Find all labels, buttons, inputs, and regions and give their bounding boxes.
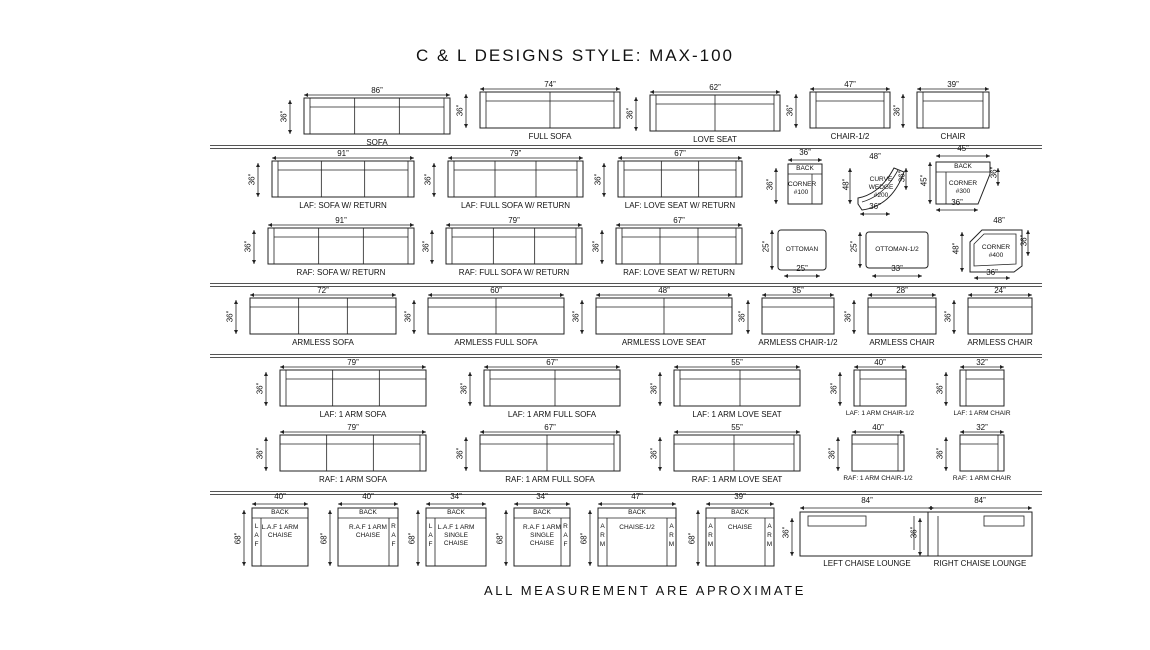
width-dimension: 74” xyxy=(544,80,556,89)
arm-side-label xyxy=(426,522,435,549)
back-label xyxy=(338,509,398,517)
arm-letter: M xyxy=(668,541,675,549)
piece-inner-text xyxy=(523,524,561,547)
width-dimension: 32” xyxy=(976,423,988,432)
depth-dimension: 68” xyxy=(495,532,505,545)
width-dimension: 67” xyxy=(546,358,558,367)
sofa-piece-drawing xyxy=(574,286,740,358)
arm-letter: M xyxy=(766,541,773,549)
curve-wedge-piece xyxy=(840,154,912,216)
back-label xyxy=(426,509,486,517)
arm-side-label xyxy=(598,522,607,549)
width-dimension: 84” xyxy=(974,496,986,505)
piece-inner-text xyxy=(866,246,928,254)
arm-letter: R xyxy=(600,532,605,540)
width-dimension: 67” xyxy=(673,216,685,225)
width-dimension: 91” xyxy=(335,216,347,225)
inner-line: CHAISE xyxy=(443,539,469,547)
depth-dimension: 36” xyxy=(225,310,235,323)
arm-side-label xyxy=(765,522,774,549)
arm-letter: M xyxy=(599,541,606,549)
piece-name-label: LAF: LOVE SEAT W/ RETURN xyxy=(624,201,736,210)
inner-line: CURVE xyxy=(869,176,893,183)
arm-letter: R xyxy=(391,523,396,530)
inner-line: L.A.F 1 ARM xyxy=(437,524,475,531)
sofa-piece-drawing xyxy=(596,149,750,221)
depth-dimension: 36” xyxy=(625,107,635,120)
piece-name-label: LAF: 1 ARM CHAIR-1/2 xyxy=(845,410,915,417)
arm-letter: A xyxy=(254,532,259,540)
sofa-piece-drawing xyxy=(426,149,591,221)
sofa-piece-drawing xyxy=(424,216,590,288)
sofa-piece-drawing xyxy=(458,80,628,152)
sofa-piece-drawing xyxy=(938,423,1012,495)
width-dimension: 48” xyxy=(658,286,670,295)
width-dimension: 67” xyxy=(544,423,556,432)
depth-dimension: 36” xyxy=(649,447,659,460)
width-dimension: 79” xyxy=(347,423,359,432)
sofa-piece xyxy=(459,358,628,430)
inner-line: CHAISE xyxy=(727,524,753,531)
piece-name-label: ARMLESS CHAIR xyxy=(967,338,1033,347)
width-dimension: 34” xyxy=(536,492,548,501)
depth-dimension: 36” xyxy=(255,382,265,395)
corner-400-piece xyxy=(951,216,1036,280)
piece-inner-text xyxy=(788,181,817,197)
arm-letter: A xyxy=(563,532,568,540)
inner-line: CHAISE xyxy=(355,531,381,539)
arm-side-label xyxy=(252,522,261,549)
ottoman-half-piece-drawing xyxy=(852,226,932,282)
arm-side-label xyxy=(706,522,715,549)
piece-name-label: LAF: FULL SOFA W/ RETURN xyxy=(460,201,571,210)
arm-side-label xyxy=(389,522,398,549)
sofa-piece xyxy=(625,83,788,155)
depth-dimension: 36” xyxy=(892,104,902,117)
inner-line: #400 xyxy=(988,251,1004,259)
arm-letter: A xyxy=(600,523,605,530)
inner-line: OTTOMAN xyxy=(785,246,819,253)
inner-line: BACK xyxy=(447,509,465,516)
sofa-piece xyxy=(935,358,1012,430)
sofa-piece-drawing xyxy=(228,286,404,358)
sofa-piece xyxy=(423,149,591,221)
piece-name-label: ARMLESS CHAIR xyxy=(869,338,935,347)
sofa-piece xyxy=(225,286,404,358)
sofa-piece xyxy=(649,423,808,495)
depth-dimension: 36” xyxy=(989,166,999,179)
depth-dimension: 36” xyxy=(827,447,837,460)
depth-dimension: 68” xyxy=(687,532,697,545)
back-label xyxy=(598,509,676,517)
depth-dimension: 36” xyxy=(829,382,839,395)
width-dimension: 79” xyxy=(347,358,359,367)
sofa-piece xyxy=(247,149,422,221)
chaise-lounge-piece xyxy=(909,496,1040,572)
depth-dimension: 48” xyxy=(951,242,961,255)
sofa-piece xyxy=(737,286,842,358)
depth-dimension: 36” xyxy=(593,173,603,186)
sofa-piece xyxy=(455,423,628,495)
piece-name-label: RAF: FULL SOFA W/ RETURN xyxy=(458,268,570,277)
sofa-piece-drawing xyxy=(258,423,434,495)
arm-letter: A xyxy=(428,532,433,540)
piece-inner-text xyxy=(347,524,389,540)
depth-dimension: 68” xyxy=(579,532,589,545)
depth-dimension: 36” xyxy=(421,240,431,253)
inner-line: CORNER xyxy=(981,244,1011,251)
width-dimension: 79” xyxy=(509,149,522,158)
depth-dimension: 36” xyxy=(781,526,791,539)
piece-name-label: RAF: 1 ARM LOVE SEAT xyxy=(691,475,783,484)
piece-inner-text xyxy=(261,524,299,540)
back-label xyxy=(936,163,990,171)
back-label xyxy=(252,509,308,517)
piece-name-label: RAF: 1 ARM SOFA xyxy=(318,475,387,484)
inner-line: CHAISE xyxy=(267,531,293,539)
corner-100-piece xyxy=(765,148,830,212)
arm-letter: A xyxy=(767,523,772,530)
sofa-piece-drawing xyxy=(846,286,944,358)
piece-name-label: ARMLESS SOFA xyxy=(292,338,354,347)
width-dimension: 36” xyxy=(986,268,998,277)
piece-name-label: SOFA xyxy=(366,138,388,147)
piece-name-label: RAF: 1 ARM CHAIR-1/2 xyxy=(843,475,913,482)
piece-name-label: RAF: LOVE SEAT W/ RETURN xyxy=(623,268,735,277)
inner-line: R.A.F 1 ARM xyxy=(523,524,561,531)
sofa-piece-drawing xyxy=(246,216,422,288)
piece-inner-text xyxy=(976,244,1016,260)
depth-dimension: 36” xyxy=(455,104,465,117)
sofa-piece-drawing xyxy=(462,358,628,430)
sofa-piece xyxy=(255,423,434,495)
sofa-piece xyxy=(649,358,808,430)
width-dimension: 24” xyxy=(994,286,1006,295)
sofa-piece-drawing xyxy=(832,358,914,430)
sofa-piece-drawing xyxy=(628,83,788,155)
arm-side-label xyxy=(561,522,570,549)
width-dimension: 34” xyxy=(450,492,462,501)
sofa-piece xyxy=(892,80,997,152)
sofa-piece xyxy=(243,216,422,288)
depth-dimension: 36” xyxy=(423,173,433,186)
depth-dimension: 25” xyxy=(849,240,859,253)
sofa-piece-drawing xyxy=(740,286,842,358)
width-dimension: 67” xyxy=(674,149,686,158)
inner-line: #200 xyxy=(873,191,889,199)
inner-line: BACK xyxy=(271,509,289,516)
piece-name-label: CHAIR xyxy=(940,132,966,141)
width-dimension: 55” xyxy=(731,423,743,432)
depth-dimension: 36” xyxy=(571,310,581,323)
piece-name-label: CHAIR-1/2 xyxy=(830,132,870,141)
arm-letter: R xyxy=(669,532,674,540)
depth-dimension: 68” xyxy=(407,532,417,545)
arm-letter: R xyxy=(767,532,772,540)
depth-dimension: 36” xyxy=(247,173,257,186)
arm-letter: A xyxy=(669,523,674,530)
sofa-piece-drawing xyxy=(282,86,458,158)
inner-line: #100 xyxy=(793,188,809,196)
width-dimension: 36” xyxy=(799,148,811,157)
piece-inner-text xyxy=(778,246,826,254)
width-dimension: 86” xyxy=(371,86,383,95)
inner-line: CORNER xyxy=(788,181,817,188)
depth-dimension: 36” xyxy=(737,310,747,323)
page-title: C & L DESIGNS STYLE: MAX-100 xyxy=(415,46,734,65)
piece-name-label: FULL SOFA xyxy=(528,132,572,141)
width-dimension: 84” xyxy=(861,496,873,505)
width-dimension: 91” xyxy=(337,149,349,158)
width-dimension: 48” xyxy=(993,216,1005,225)
sofa-piece-drawing xyxy=(594,216,750,288)
width-dimension: 60” xyxy=(490,286,502,295)
arm-letter: L xyxy=(254,523,259,530)
sofa-piece-drawing xyxy=(652,423,808,495)
depth-dimension: 36” xyxy=(1019,234,1029,247)
depth-dimension: 36” xyxy=(909,526,919,539)
piece-inner-text xyxy=(866,176,896,199)
depth-dimension: 36” xyxy=(897,170,907,183)
inner-line: BACK xyxy=(954,163,972,170)
width-dimension: 32” xyxy=(976,358,988,367)
depth-dimension: 36” xyxy=(935,447,945,460)
depth-dimension: 36” xyxy=(843,310,853,323)
width-dimension: 35” xyxy=(792,286,804,295)
width-dimension: 25” xyxy=(796,264,808,273)
sofa-piece xyxy=(943,286,1040,358)
piece-inner-text xyxy=(607,524,667,532)
piece-name-label: LEFT CHAISE LOUNGE xyxy=(823,559,911,568)
sofa-piece-drawing xyxy=(458,423,628,495)
depth-dimension: 36” xyxy=(765,178,775,191)
inner-line: BACK xyxy=(628,509,646,516)
sofa-piece xyxy=(279,86,458,158)
inner-line: SINGLE xyxy=(530,531,554,539)
piece-name-label: RAF: 1 ARM CHAIR xyxy=(952,475,1012,482)
inner-line: BACK xyxy=(359,509,377,516)
chaise-piece xyxy=(579,492,686,572)
inner-line: CHAISE xyxy=(529,539,555,547)
width-dimension: 79” xyxy=(508,216,520,225)
sofa-piece xyxy=(255,358,434,430)
piece-name-label: RAF: SOFA W/ RETURN xyxy=(296,268,386,277)
inner-line: CHAISE-1/2 xyxy=(619,524,655,531)
chaise-piece xyxy=(687,492,784,572)
piece-inner-text xyxy=(715,524,765,532)
sofa-piece-drawing xyxy=(788,80,898,152)
depth-dimension: 36” xyxy=(943,310,953,323)
ottoman-piece xyxy=(761,224,832,280)
width-dimension: 72” xyxy=(317,286,329,295)
width-dimension: 40” xyxy=(874,358,886,367)
depth-dimension: 25” xyxy=(761,240,771,253)
sofa-piece xyxy=(591,216,750,288)
piece-name-label: ARMLESS CHAIR-1/2 xyxy=(758,338,838,347)
ottoman-half-piece xyxy=(849,226,932,282)
arm-letter: R xyxy=(563,523,568,530)
sofa-piece-drawing xyxy=(938,358,1012,430)
piece-name-label: LAF: 1 ARM FULL SOFA xyxy=(507,410,597,419)
footer-note: ALL MEASUREMENT ARE APROXIMATE xyxy=(484,583,806,598)
width-dimension: 33” xyxy=(891,264,903,273)
sofa-piece xyxy=(829,358,915,430)
depth-dimension: 36” xyxy=(459,382,469,395)
back-label xyxy=(788,165,822,173)
width-dimension: 47” xyxy=(844,80,856,89)
arm-letter: F xyxy=(428,541,433,549)
sofa-piece xyxy=(843,286,944,358)
width-dimension: 40” xyxy=(872,423,884,432)
piece-name-label: ARMLESS FULL SOFA xyxy=(454,338,538,347)
width-dimension: 40” xyxy=(362,492,374,501)
piece-inner-text xyxy=(435,524,477,547)
piece-inner-text xyxy=(946,180,980,196)
sofa-piece-drawing xyxy=(946,286,1040,358)
chaise-piece xyxy=(495,492,580,572)
sofa-piece-drawing xyxy=(406,286,572,358)
arm-letter: F xyxy=(563,541,568,549)
chaise-piece xyxy=(319,492,408,572)
back-label xyxy=(514,509,570,517)
arm-side-label xyxy=(667,522,676,549)
width-dimension: 36” xyxy=(869,202,881,211)
depth-dimension: 36” xyxy=(255,447,265,460)
depth-dimension: 45” xyxy=(919,174,929,187)
arm-letter: F xyxy=(254,541,259,549)
depth-dimension: 36” xyxy=(935,382,945,395)
inner-line: OTTOMAN-1/2 xyxy=(875,246,919,253)
sofa-piece-drawing xyxy=(250,149,422,221)
depth-dimension: 36” xyxy=(649,382,659,395)
depth-dimension: 36” xyxy=(455,447,465,460)
sofa-piece xyxy=(571,286,740,358)
depth-dimension: 36” xyxy=(243,240,253,253)
arm-letter: M xyxy=(707,541,714,549)
depth-dimension: 36” xyxy=(591,240,601,253)
sofa-piece xyxy=(593,149,750,221)
sofa-piece xyxy=(421,216,590,288)
sofa-piece xyxy=(935,423,1012,495)
piece-name-label: LAF: SOFA W/ RETURN xyxy=(299,201,387,210)
width-dimension: 39” xyxy=(947,80,959,89)
sofa-piece-drawing xyxy=(652,358,808,430)
piece-name-label: RIGHT CHAISE LOUNGE xyxy=(933,559,1027,568)
width-dimension: 36” xyxy=(951,198,963,207)
sofa-piece-drawing xyxy=(258,358,434,430)
sofa-piece xyxy=(785,80,898,152)
width-dimension: 47” xyxy=(631,492,643,501)
inner-line: WEDGE xyxy=(868,183,894,191)
inner-line: BACK xyxy=(731,509,749,516)
sofa-piece-drawing xyxy=(895,80,997,152)
depth-dimension: 48” xyxy=(841,178,851,191)
inner-line: CORNER xyxy=(948,180,978,187)
chaise-piece xyxy=(407,492,496,572)
arm-letter: L xyxy=(428,523,433,530)
corner-300-piece xyxy=(919,144,1004,212)
piece-name-label: LAF: 1 ARM CHAIR xyxy=(953,410,1011,417)
inner-line: BACK xyxy=(796,165,814,172)
depth-dimension: 36” xyxy=(279,110,289,123)
sofa-piece xyxy=(455,80,628,152)
width-dimension: 40” xyxy=(274,492,286,501)
arm-letter: A xyxy=(391,532,396,540)
inner-line: SINGLE xyxy=(444,531,468,539)
chaise-piece xyxy=(233,492,318,572)
depth-dimension: 68” xyxy=(319,532,329,545)
piece-name-label: LOVE SEAT xyxy=(693,135,737,144)
piece-name-label: LAF: 1 ARM SOFA xyxy=(319,410,387,419)
inner-line: BACK xyxy=(533,509,551,516)
arm-letter: F xyxy=(391,541,396,549)
width-dimension: 45” xyxy=(957,144,969,153)
back-label xyxy=(706,509,774,517)
piece-name-label: ARMLESS LOVE SEAT xyxy=(621,338,707,347)
arm-letter: R xyxy=(708,532,713,540)
sofa-piece-drawing xyxy=(830,423,912,495)
inner-line: R.A.F 1 ARM xyxy=(349,524,387,531)
width-dimension: 62” xyxy=(709,83,721,92)
width-dimension: 39” xyxy=(734,492,746,501)
depth-dimension: 36” xyxy=(403,310,413,323)
sofa-piece xyxy=(827,423,913,495)
arm-letter: A xyxy=(708,523,713,530)
width-dimension: 55” xyxy=(731,358,743,367)
sofa-piece xyxy=(403,286,572,358)
inner-line: L.A.F 1 ARM xyxy=(261,524,299,531)
depth-dimension: 36” xyxy=(785,104,795,117)
depth-dimension: 68” xyxy=(233,532,243,545)
inner-line: #300 xyxy=(955,187,971,195)
piece-name-label: LAF: 1 ARM LOVE SEAT xyxy=(692,410,782,419)
width-dimension: 28” xyxy=(896,286,908,295)
piece-name-label: RAF: 1 ARM FULL SOFA xyxy=(505,475,595,484)
width-dimension: 48” xyxy=(869,152,881,161)
